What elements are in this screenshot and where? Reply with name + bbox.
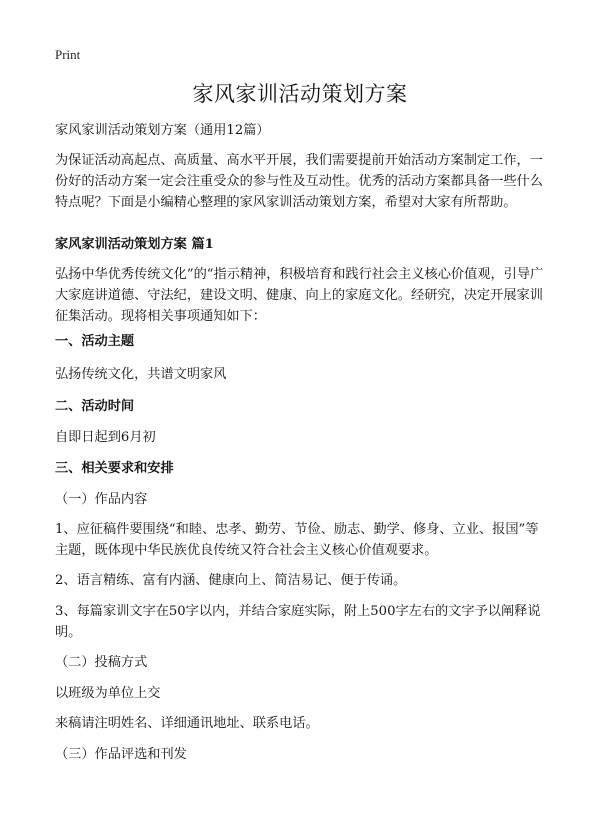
document-subtitle: 家风家训活动策划方案（通用12篇） xyxy=(55,123,270,138)
document-title: 家风家训活动策划方案 xyxy=(192,82,408,106)
subheading-selection: （三）作品评选和刊发 xyxy=(55,747,187,762)
activity-time-text: 自即日起到6月初 xyxy=(55,430,156,445)
activity-theme-text: 弘扬传统文化，共谱文明家风 xyxy=(55,367,227,382)
submission-contact-text: 来稿请注明姓名、详细通讯地址、联系电话。 xyxy=(55,716,319,731)
intro-paragraph: 为保证活动高起点、高质量、高水平开展，我们需要提前开始活动方案制定工作，一份好的活动方案一定会注重受众的参与性及互动性。优秀的活动方案都具备一些什么特点呢？下面是小编精心整理的家风家训活动策划方案，希望对大家有所帮助。 xyxy=(55,153,543,210)
submission-method-text: 以班级为单位上交 xyxy=(55,686,161,701)
heading-activity-theme: 一、活动主题 xyxy=(55,334,135,349)
print-label[interactable]: Print xyxy=(55,47,81,62)
section-intro-paragraph: 弘扬中华优秀传统文化”的“指示精神，积极培育和践行社会主义核心价值观，引导广大家庭讲道德、守法纪，建设文明、健康、向上的家庭文化。经研究，决定开展家训征集活动。现将相关事项通知如下： xyxy=(55,267,544,324)
content-item-3: 3、每篇家训文字在50字以内，并结合家庭实际，附上500字左右的文字予以阐释说明。 xyxy=(55,604,541,640)
section-heading: 家风家训活动策划方案 篇1 xyxy=(55,237,214,252)
heading-requirements: 三、相关要求和安排 xyxy=(55,461,174,476)
subheading-content: （一）作品内容 xyxy=(55,492,148,507)
content-item-2: 2、语言精练、富有内涵、健康向上、简洁易记、便于传诵。 xyxy=(55,573,407,588)
heading-activity-time: 二、活动时间 xyxy=(55,399,135,414)
subheading-submission: （二）投稿方式 xyxy=(55,655,148,670)
content-item-1: 1、应征稿件要围绕“和睦、忠孝、勤劳、节俭、励志、勤学、修身、立业、报国”等主题，既体现中华民族优良传统又符合社会主义核心价值观要求。 xyxy=(55,522,539,558)
